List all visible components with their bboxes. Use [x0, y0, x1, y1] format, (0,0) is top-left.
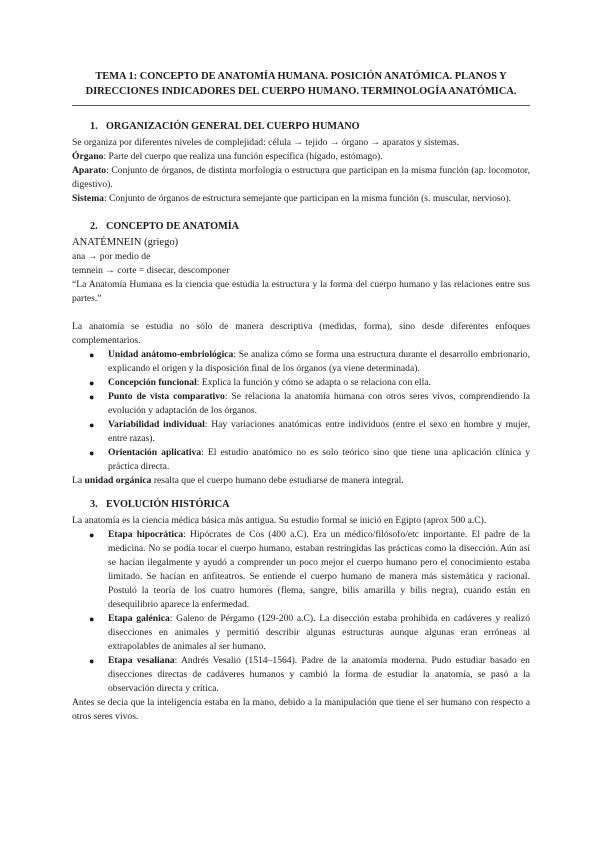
list-item-term: Orientación aplicativa — [108, 447, 202, 458]
list-item — [89, 528, 530, 612]
definition-term: Sistema — [72, 193, 104, 204]
list-item — [89, 612, 531, 654]
bullet-icon: ● — [89, 378, 95, 388]
definition — [72, 150, 530, 164]
bullet-icon: ● — [89, 448, 95, 458]
paragraph: La anatomía se estudia no sólo de manera descriptiva (medidas, forma), sino desde diferentes enfoques complementarios. — [72, 321, 530, 346]
paragraph: Se organiza por diferentes niveles de complejidad: célula → tejido → órgano → aparatos y sistemas. — [72, 137, 460, 148]
etymology-line: temnein → corte = disecar, descomponer — [72, 265, 230, 276]
section-number: 2. — [90, 221, 98, 232]
bullet-icon: ● — [89, 530, 95, 540]
list-item-text: : Explica la función y cómo se adapta o se relaciona con ella. — [196, 377, 431, 388]
list-item — [89, 446, 530, 474]
list-item-text: : Hipócrates de Cos (400 a.C). Era un médico/filósofo/etc importante. El padre de la medicina. No se podía tocar el cuerpo humano, estaban restringidas las prácticas como la disección. Aún así se hacían ilegalmente y ayudó a comprender un poco mejor el cuerpo humano pero el conocimiento estaba limitado. Se hacían en anfiteatros. Se entiende el cuerpo humano de manera más sistemática y racional. Postuló la teoría de los cuatro humores (flema, sangre, bilis amarilla y bilis negra), cuando están en desequilibrio aparece la enfermedad. — [108, 529, 530, 610]
list-item — [89, 376, 530, 390]
list-item-term: Punto de vista comparativo — [108, 391, 225, 402]
definition — [72, 192, 530, 206]
list-item-text: : Hay variaciones anatómicas entre individuos (entre el sexo en hombre y mujer, entre razas). — [108, 419, 530, 444]
section-heading-concepto — [72, 220, 530, 234]
list-item-text: : Galeno de Pérgamo (129-200 a.C). La disección estaba prohibida en cadáveres y realizó disecciones en animales y permitió describir algunas estructuras aunque algunas eran erróneas al extrapolables de animales al ser humano. — [108, 613, 531, 652]
list-item-term: Variabilidad individual — [108, 419, 205, 430]
section-heading-evolucion — [72, 498, 530, 512]
etymology-line: ANATÉMNEIN (griego) — [72, 237, 179, 248]
paragraph: Antes se decía que la inteligencia estaba en la mano, debido a la manipulación que tiene el ser humano con respecto a otros seres vivos. — [72, 697, 530, 722]
list-item-term: Etapa hipocrática — [108, 529, 184, 540]
paragraph: La anatomía es la ciencia médica básica más antigua. Su estudio formal se inició en Egipto (aprox 500 a.C). — [72, 515, 487, 526]
paragraph — [72, 474, 530, 488]
document-title: TEMA 1: CONCEPTO DE ANATOMÍA HUMANA. POSICIÓN ANATÓMICA. PLANOS Y DIRECCIONES INDICADORES DEL CUERPO HUMANO. TERMINOLOGÍA ANATÓMICA. — [85, 71, 517, 97]
text-fragment: resalta que el cuerpo humano debe estudiarse de manera integral. — [151, 475, 404, 486]
list-item-text: : El estudio anatómico no es solo teórico sino que tiene una aplicación clínica y práctica directa. — [108, 447, 530, 472]
bullet-icon: ● — [89, 656, 95, 666]
definition — [72, 164, 530, 192]
section-number: 1. — [90, 121, 98, 132]
list-item — [89, 390, 530, 418]
bullet-icon: ● — [89, 350, 95, 360]
list-item-term: Concepción funcional — [108, 377, 197, 388]
etymology-line: ana → por medio de — [72, 251, 151, 262]
approach-list — [72, 348, 530, 474]
text-fragment: La — [72, 475, 85, 486]
section-title: CONCEPTO DE ANATOMÍA — [106, 221, 240, 232]
bullet-icon: ● — [89, 420, 95, 430]
list-item — [89, 654, 530, 696]
section-title: EVOLUCIÓN HISTÓRICA — [106, 499, 230, 510]
list-item — [89, 348, 530, 376]
definition-term: Aparato — [72, 165, 107, 176]
bullet-icon: ● — [89, 614, 95, 624]
section-heading-organizacion — [72, 120, 530, 134]
definition-quote: “La Anatomía Humana es la ciencia que estudia la estructura y la forma del cuerpo humano y las relaciones entre sus partes.” — [72, 279, 530, 304]
definition-term: Órgano — [72, 151, 104, 162]
list-item-term: Etapa vesaliana — [108, 655, 175, 666]
key-term: unidad orgánica — [84, 475, 152, 486]
section-title: ORGANIZACIÓN GENERAL DEL CUERPO HUMANO — [106, 121, 360, 132]
bullet-icon: ● — [89, 392, 95, 402]
history-list — [72, 528, 530, 696]
title-divider — [72, 105, 530, 106]
list-item-term: Unidad anátomo-embriológica — [108, 349, 234, 360]
list-item-text: : Se analiza cómo se forma una estructura durante el desarrollo embrionario, explicando el origen y la disposición final de los órganos (ya viene determinada). — [108, 349, 530, 374]
definition-text: : Conjunto de órganos, de distinta morfología o estructura que participan en la misma función (ap. locomotor, digestivo). — [72, 165, 530, 190]
list-item-text: : Se relaciona la anatomía humana con otros seres vivos, comprendiendo la evolución y adaptación de los órganos. — [108, 391, 530, 416]
list-item — [89, 418, 530, 446]
list-item-term: Etapa galénica — [108, 613, 170, 624]
section-number: 3. — [90, 499, 98, 510]
definition-text: : Conjunto de órganos de estructura semejante que participan en la misma función (s. muscular, nervioso). — [103, 193, 512, 204]
document-page — [72, 70, 530, 724]
list-item-text: : Andrés Vesalio (1514–1564). Padre de la anatomía moderna. Pudo estudiar basado en disecciones directas de cadáveres humanos y cambió la forma de estudiar la anatomía, se pasó a la observación directa y crítica. — [108, 655, 530, 694]
definition-text: : Parte del cuerpo que realiza una función específica (hígado, estómago). — [103, 151, 383, 162]
